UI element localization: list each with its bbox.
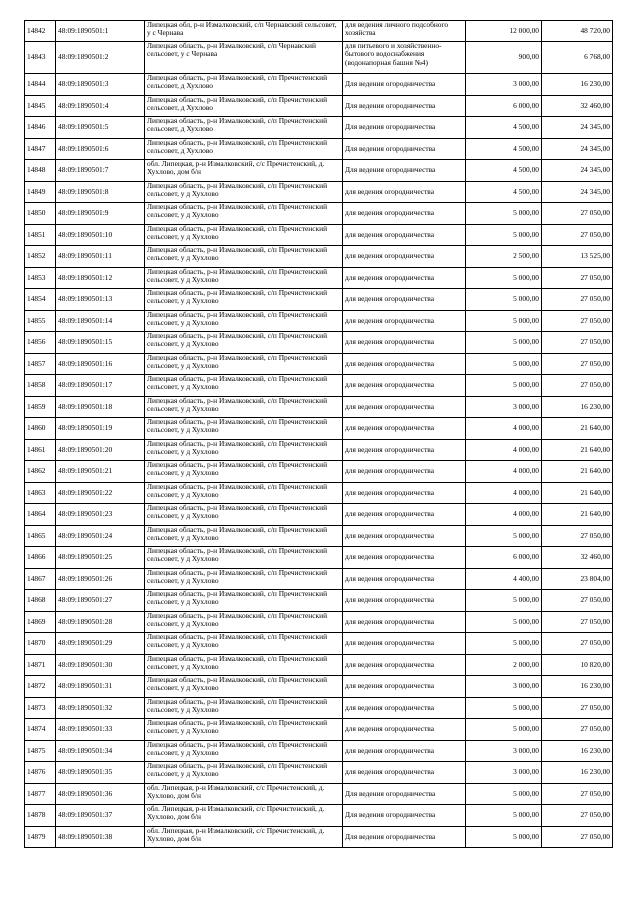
- land-use-cell: для ведения огородничества: [343, 332, 466, 354]
- table-row: [25, 568, 613, 590]
- land-use-cell: для ведения огородничества: [343, 633, 466, 655]
- cadastral-value-cell: 27 050,00: [542, 783, 613, 805]
- area-cell: 4 400,00: [466, 568, 542, 590]
- address-cell: Липецкая область, р-н Измалковский, с/п Пречистенский сельсовет, у д Хухлово: [145, 246, 343, 268]
- cadastral-value-cell: 32 460,00: [542, 547, 613, 569]
- address-cell: Липецкая область, р-н Измалковский, с/п Пречистенский сельсовет, у д Хухлово: [145, 439, 343, 461]
- cadastral-number: 48:09:1890501:14: [56, 310, 145, 332]
- land-use-cell: для ведения огородничества: [343, 353, 466, 375]
- land-use-cell: для ведения огородничества: [343, 568, 466, 590]
- cadastral-value-cell: 21 640,00: [542, 461, 613, 483]
- table-row: [25, 654, 613, 676]
- cadastral-value-cell: 6 768,00: [542, 42, 613, 74]
- address-cell: Липецкая область, р-н Измалковский, с/п Пречистенский сельсовет, д Хухлово: [145, 138, 343, 160]
- cadastral-number: 48:09:1890501:21: [56, 461, 145, 483]
- land-use-cell: для ведения огородничества: [343, 611, 466, 633]
- table-row: [25, 805, 613, 827]
- table-row: [25, 117, 613, 139]
- area-cell: 3 000,00: [466, 762, 542, 784]
- cadastral-value-cell: 21 640,00: [542, 418, 613, 440]
- table-row: [25, 525, 613, 547]
- cadastral-value-cell: 27 050,00: [542, 826, 613, 848]
- cadastral-number: 48:09:1890501:12: [56, 267, 145, 289]
- land-use-cell: для ведения огородничества: [343, 740, 466, 762]
- area-cell: 5 000,00: [466, 332, 542, 354]
- cadastral-number: 48:09:1890501:5: [56, 117, 145, 139]
- table-row: [25, 590, 613, 612]
- address-cell: обл. Липецкая, р-н Измалковский, с/с Пречистенский, д. Хухлово, дом б/н: [145, 826, 343, 848]
- cadastral-number: 48:09:1890501:18: [56, 396, 145, 418]
- area-cell: 3 000,00: [466, 396, 542, 418]
- row-number: 14861: [25, 439, 56, 461]
- row-number: 14865: [25, 525, 56, 547]
- address-cell: Липецкая область, р-н Измалковский, с/п Пречистенский сельсовет, у д Хухлово: [145, 224, 343, 246]
- cadastral-number: 48:09:1890501:38: [56, 826, 145, 848]
- cadastral-number: 48:09:1890501:28: [56, 611, 145, 633]
- table-row: [25, 21, 613, 42]
- land-use-cell: для питьевого и хозяйственно-бытового водоснабжения (водонапорная башня №4): [343, 42, 466, 74]
- row-number: 14866: [25, 547, 56, 569]
- cadastral-number: 48:09:1890501:29: [56, 633, 145, 655]
- table-row: [25, 246, 613, 268]
- row-number: 14852: [25, 246, 56, 268]
- area-cell: 5 000,00: [466, 203, 542, 225]
- land-use-cell: Для ведения огородничества: [343, 160, 466, 182]
- cadastral-value-cell: 24 345,00: [542, 117, 613, 139]
- cadastral-number: 48:09:1890501:35: [56, 762, 145, 784]
- address-cell: Липецкая область, р-н Измалковский, с/п Пречистенский сельсовет, у д Хухлово: [145, 654, 343, 676]
- table-row: [25, 826, 613, 848]
- row-number: 14859: [25, 396, 56, 418]
- cadastral-number: 48:09:1890501:30: [56, 654, 145, 676]
- cadastral-number: 48:09:1890501:36: [56, 783, 145, 805]
- cadastral-number: 48:09:1890501:20: [56, 439, 145, 461]
- area-cell: 5 000,00: [466, 267, 542, 289]
- address-cell: Липецкая область, р-н Измалковский, с/п Пречистенский сельсовет, у д Хухлово: [145, 568, 343, 590]
- area-cell: 5 000,00: [466, 310, 542, 332]
- cadastral-value-cell: 27 050,00: [542, 697, 613, 719]
- land-use-cell: для ведения огородничества: [343, 439, 466, 461]
- cadastral-value-cell: 27 050,00: [542, 203, 613, 225]
- cadastral-value-cell: 16 230,00: [542, 396, 613, 418]
- table-row: [25, 138, 613, 160]
- land-use-cell: для ведения огородничества: [343, 181, 466, 203]
- row-number: 14854: [25, 289, 56, 311]
- table-row: [25, 461, 613, 483]
- area-cell: 4 000,00: [466, 482, 542, 504]
- table-row: [25, 740, 613, 762]
- row-number: 14860: [25, 418, 56, 440]
- row-number: 14853: [25, 267, 56, 289]
- land-use-cell: Для ведения огородничества: [343, 805, 466, 827]
- address-cell: Липецкая обл, р-н Измалковский, с/п Чернавский сельсовет, у с Чернава: [145, 21, 343, 42]
- cadastral-value-cell: 32 460,00: [542, 95, 613, 117]
- area-cell: 5 000,00: [466, 590, 542, 612]
- row-number: 14879: [25, 826, 56, 848]
- table-row: [25, 181, 613, 203]
- area-cell: 4 000,00: [466, 439, 542, 461]
- area-cell: 5 000,00: [466, 525, 542, 547]
- land-use-cell: Для ведения огородничества: [343, 95, 466, 117]
- row-number: 14871: [25, 654, 56, 676]
- address-cell: Липецкая область, р-н Измалковский, с/п Пречистенский сельсовет, у д Хухлово: [145, 353, 343, 375]
- address-cell: Липецкая область, р-н Измалковский, с/п Пречистенский сельсовет, у д Хухлово: [145, 203, 343, 225]
- cadastral-number: 48:09:1890501:4: [56, 95, 145, 117]
- area-cell: 5 000,00: [466, 805, 542, 827]
- cadastral-value-cell: 27 050,00: [542, 332, 613, 354]
- area-cell: 4 500,00: [466, 117, 542, 139]
- cadastral-number: 48:09:1890501:27: [56, 590, 145, 612]
- table-row: [25, 267, 613, 289]
- address-cell: Липецкая область, р-н Измалковский, с/п Чернавский сельсовет, у с Чернава: [145, 42, 343, 74]
- row-number: 14847: [25, 138, 56, 160]
- area-cell: 2 000,00: [466, 654, 542, 676]
- row-number: 14873: [25, 697, 56, 719]
- cadastral-number: 48:09:1890501:13: [56, 289, 145, 311]
- row-number: 14846: [25, 117, 56, 139]
- cadastral-number: 48:09:1890501:19: [56, 418, 145, 440]
- row-number: 14867: [25, 568, 56, 590]
- cadastral-value-cell: 27 050,00: [542, 224, 613, 246]
- area-cell: 5 000,00: [466, 224, 542, 246]
- address-cell: Липецкая область, р-н Измалковский, с/п Пречистенский сельсовет, у д Хухлово: [145, 289, 343, 311]
- address-cell: Липецкая область, р-н Измалковский, с/п Пречистенский сельсовет, у д Хухлово: [145, 547, 343, 569]
- land-use-cell: Для ведения огородничества: [343, 138, 466, 160]
- land-use-cell: для ведения личного подсобного хозяйства: [343, 21, 466, 42]
- cadastral-number: 48:09:1890501:7: [56, 160, 145, 182]
- address-cell: Липецкая область, р-н Измалковский, с/п Пречистенский сельсовет, у д Хухлово: [145, 633, 343, 655]
- address-cell: обл. Липецкая, р-н Измалковский, с/с Пречистенский, д. Хухлово, дом б/н: [145, 805, 343, 827]
- cadastral-value-cell: 27 050,00: [542, 611, 613, 633]
- row-number: 14874: [25, 719, 56, 741]
- address-cell: Липецкая область, р-н Измалковский, с/п Пречистенский сельсовет, у д Хухлово: [145, 332, 343, 354]
- table-row: [25, 547, 613, 569]
- cadastral-value-cell: 27 050,00: [542, 633, 613, 655]
- land-registry-table: [24, 20, 613, 848]
- area-cell: 3 000,00: [466, 676, 542, 698]
- table-row: [25, 310, 613, 332]
- cadastral-number: 48:09:1890501:25: [56, 547, 145, 569]
- address-cell: Липецкая область, р-н Измалковский, с/п Пречистенский сельсовет, у д Хухлово: [145, 461, 343, 483]
- land-use-cell: для ведения огородничества: [343, 267, 466, 289]
- land-use-cell: для ведения огородничества: [343, 482, 466, 504]
- row-number: 14869: [25, 611, 56, 633]
- row-number: 14842: [25, 21, 56, 42]
- area-cell: 6 000,00: [466, 95, 542, 117]
- area-cell: 5 000,00: [466, 697, 542, 719]
- address-cell: обл. Липецкая, р-н Измалковский, с/с Пречистенский, д. Хухлово, дом б/н: [145, 783, 343, 805]
- row-number: 14856: [25, 332, 56, 354]
- cadastral-value-cell: 24 345,00: [542, 160, 613, 182]
- land-use-cell: для ведения огородничества: [343, 676, 466, 698]
- address-cell: Липецкая область, р-н Измалковский, с/п Пречистенский сельсовет, у д Хухлово: [145, 740, 343, 762]
- cadastral-value-cell: 21 640,00: [542, 482, 613, 504]
- land-use-cell: для ведения огородничества: [343, 697, 466, 719]
- address-cell: Липецкая область, р-н Измалковский, с/п Пречистенский сельсовет, д Хухлово: [145, 117, 343, 139]
- table-row: [25, 762, 613, 784]
- address-cell: Липецкая область, р-н Измалковский, с/п Пречистенский сельсовет, у д Хухлово: [145, 396, 343, 418]
- area-cell: 5 000,00: [466, 353, 542, 375]
- address-cell: Липецкая область, р-н Измалковский, с/п Пречистенский сельсовет, у д Хухлово: [145, 375, 343, 397]
- cadastral-value-cell: 27 050,00: [542, 375, 613, 397]
- table-row: [25, 95, 613, 117]
- area-cell: 5 000,00: [466, 719, 542, 741]
- address-cell: обл. Липецкая, р-н Измалковский, с/с Пречистенский, д. Хухлово, дом б/н: [145, 160, 343, 182]
- land-use-cell: для ведения огородничества: [343, 504, 466, 526]
- cadastral-number: 48:09:1890501:10: [56, 224, 145, 246]
- row-number: 14876: [25, 762, 56, 784]
- cadastral-value-cell: 16 230,00: [542, 676, 613, 698]
- row-number: 14872: [25, 676, 56, 698]
- cadastral-value-cell: 16 230,00: [542, 740, 613, 762]
- address-cell: Липецкая область, р-н Измалковский, с/п Пречистенский сельсовет, у д Хухлово: [145, 611, 343, 633]
- land-use-cell: для ведения огородничества: [343, 375, 466, 397]
- address-cell: Липецкая область, р-н Измалковский, с/п Пречистенский сельсовет, у д Хухлово: [145, 762, 343, 784]
- row-number: 14844: [25, 74, 56, 96]
- table-row: [25, 289, 613, 311]
- cadastral-number: 48:09:1890501:24: [56, 525, 145, 547]
- table-row: [25, 633, 613, 655]
- land-use-cell: для ведения огородничества: [343, 246, 466, 268]
- area-cell: 4 000,00: [466, 461, 542, 483]
- address-cell: Липецкая область, р-н Измалковский, с/п Пречистенский сельсовет, у д Хухлово: [145, 482, 343, 504]
- area-cell: 4 500,00: [466, 181, 542, 203]
- cadastral-value-cell: 27 050,00: [542, 353, 613, 375]
- cadastral-number: 48:09:1890501:16: [56, 353, 145, 375]
- address-cell: Липецкая область, р-н Измалковский, с/п Пречистенский сельсовет, у д Хухлово: [145, 697, 343, 719]
- cadastral-value-cell: 27 050,00: [542, 289, 613, 311]
- address-cell: Липецкая область, р-н Измалковский, с/п Пречистенский сельсовет, у д Хухлово: [145, 181, 343, 203]
- cadastral-number: 48:09:1890501:15: [56, 332, 145, 354]
- land-use-cell: Для ведения огородничества: [343, 783, 466, 805]
- cadastral-value-cell: 27 050,00: [542, 525, 613, 547]
- table-row: [25, 697, 613, 719]
- table-row: [25, 160, 613, 182]
- cadastral-value-cell: 27 050,00: [542, 590, 613, 612]
- table-row: [25, 482, 613, 504]
- table-row: [25, 375, 613, 397]
- cadastral-value-cell: 13 525,00: [542, 246, 613, 268]
- land-use-cell: для ведения огородничества: [343, 224, 466, 246]
- cadastral-value-cell: 24 345,00: [542, 138, 613, 160]
- table-row: [25, 332, 613, 354]
- table-row: [25, 504, 613, 526]
- land-use-cell: Для ведения огородничества: [343, 826, 466, 848]
- row-number: 14870: [25, 633, 56, 655]
- area-cell: 4 000,00: [466, 504, 542, 526]
- land-use-cell: для ведения огородничества: [343, 525, 466, 547]
- cadastral-number: 48:09:1890501:2: [56, 42, 145, 74]
- address-cell: Липецкая область, р-н Измалковский, с/п Пречистенский сельсовет, у д Хухлово: [145, 676, 343, 698]
- land-use-cell: для ведения огородничества: [343, 203, 466, 225]
- cadastral-number: 48:09:1890501:3: [56, 74, 145, 96]
- table-row: [25, 353, 613, 375]
- land-use-cell: для ведения огородничества: [343, 547, 466, 569]
- address-cell: Липецкая область, р-н Измалковский, с/п Пречистенский сельсовет, у д Хухлово: [145, 504, 343, 526]
- cadastral-number: 48:09:1890501:37: [56, 805, 145, 827]
- table-row: [25, 224, 613, 246]
- area-cell: 3 000,00: [466, 740, 542, 762]
- cadastral-value-cell: 48 720,00: [542, 21, 613, 42]
- cadastral-value-cell: 24 345,00: [542, 181, 613, 203]
- row-number: 14864: [25, 504, 56, 526]
- row-number: 14862: [25, 461, 56, 483]
- area-cell: 5 000,00: [466, 289, 542, 311]
- row-number: 14849: [25, 181, 56, 203]
- address-cell: Липецкая область, р-н Измалковский, с/п Пречистенский сельсовет, у д Хухлово: [145, 719, 343, 741]
- area-cell: 4 500,00: [466, 160, 542, 182]
- row-number: 14857: [25, 353, 56, 375]
- table-row: [25, 418, 613, 440]
- cadastral-number: 48:09:1890501:1: [56, 21, 145, 42]
- address-cell: Липецкая область, р-н Измалковский, с/п Пречистенский сельсовет, у д Хухлово: [145, 310, 343, 332]
- address-cell: Липецкая область, р-н Измалковский, с/п Пречистенский сельсовет, у д Хухлово: [145, 418, 343, 440]
- cadastral-value-cell: 16 230,00: [542, 74, 613, 96]
- area-cell: 5 000,00: [466, 826, 542, 848]
- area-cell: 6 000,00: [466, 547, 542, 569]
- land-use-cell: для ведения огородничества: [343, 762, 466, 784]
- cadastral-value-cell: 21 640,00: [542, 504, 613, 526]
- address-cell: Липецкая область, р-н Измалковский, с/п Пречистенский сельсовет, у д Хухлово: [145, 525, 343, 547]
- area-cell: 4 000,00: [466, 418, 542, 440]
- area-cell: 900,00: [466, 42, 542, 74]
- cadastral-value-cell: 27 050,00: [542, 267, 613, 289]
- table-row: [25, 42, 613, 74]
- table-row: [25, 676, 613, 698]
- cadastral-value-cell: 23 804,00: [542, 568, 613, 590]
- cadastral-value-cell: 27 050,00: [542, 310, 613, 332]
- land-use-cell: для ведения огородничества: [343, 719, 466, 741]
- cadastral-number: 48:09:1890501:11: [56, 246, 145, 268]
- row-number: 14843: [25, 42, 56, 74]
- cadastral-number: 48:09:1890501:32: [56, 697, 145, 719]
- cadastral-value-cell: 16 230,00: [542, 762, 613, 784]
- area-cell: 4 500,00: [466, 138, 542, 160]
- cadastral-number: 48:09:1890501:26: [56, 568, 145, 590]
- land-use-cell: для ведения огородничества: [343, 310, 466, 332]
- address-cell: Липецкая область, р-н Измалковский, с/п Пречистенский сельсовет, д Хухлово: [145, 74, 343, 96]
- cadastral-number: 48:09:1890501:22: [56, 482, 145, 504]
- cadastral-number: 48:09:1890501:34: [56, 740, 145, 762]
- row-number: 14863: [25, 482, 56, 504]
- cadastral-number: 48:09:1890501:8: [56, 181, 145, 203]
- area-cell: 12 000,00: [466, 21, 542, 42]
- land-use-cell: для ведения огородничества: [343, 289, 466, 311]
- table-row: [25, 74, 613, 96]
- area-cell: 2 500,00: [466, 246, 542, 268]
- row-number: 14875: [25, 740, 56, 762]
- row-number: 14850: [25, 203, 56, 225]
- table-row: [25, 439, 613, 461]
- table-row: [25, 396, 613, 418]
- area-cell: 3 000,00: [466, 74, 542, 96]
- table-row: [25, 203, 613, 225]
- land-use-cell: для ведения огородничества: [343, 654, 466, 676]
- row-number: 14877: [25, 783, 56, 805]
- address-cell: Липецкая область, р-н Измалковский, с/п Пречистенский сельсовет, у д Хухлово: [145, 590, 343, 612]
- land-use-cell: для ведения огородничества: [343, 461, 466, 483]
- cadastral-number: 48:09:1890501:17: [56, 375, 145, 397]
- row-number: 14858: [25, 375, 56, 397]
- table-body: [25, 21, 613, 848]
- row-number: 14868: [25, 590, 56, 612]
- row-number: 14851: [25, 224, 56, 246]
- land-use-cell: Для ведения огородничества: [343, 74, 466, 96]
- area-cell: 5 000,00: [466, 375, 542, 397]
- table-row: [25, 783, 613, 805]
- cadastral-value-cell: 10 820,00: [542, 654, 613, 676]
- row-number: 14848: [25, 160, 56, 182]
- row-number: 14845: [25, 95, 56, 117]
- cadastral-number: 48:09:1890501:33: [56, 719, 145, 741]
- address-cell: Липецкая область, р-н Измалковский, с/п Пречистенский сельсовет, у д Хухлово: [145, 267, 343, 289]
- area-cell: 5 000,00: [466, 633, 542, 655]
- table-row: [25, 611, 613, 633]
- land-use-cell: для ведения огородничества: [343, 418, 466, 440]
- land-use-cell: Для ведения огородничества: [343, 117, 466, 139]
- cadastral-value-cell: 27 050,00: [542, 805, 613, 827]
- land-use-cell: для ведения огородничества: [343, 396, 466, 418]
- cadastral-value-cell: 27 050,00: [542, 719, 613, 741]
- row-number: 14878: [25, 805, 56, 827]
- land-use-cell: для ведения огородничества: [343, 590, 466, 612]
- table-row: [25, 719, 613, 741]
- area-cell: 5 000,00: [466, 611, 542, 633]
- cadastral-number: 48:09:1890501:9: [56, 203, 145, 225]
- cadastral-number: 48:09:1890501:31: [56, 676, 145, 698]
- address-cell: Липецкая область, р-н Измалковский, с/п Пречистенский сельсовет, д Хухлово: [145, 95, 343, 117]
- cadastral-number: 48:09:1890501:6: [56, 138, 145, 160]
- area-cell: 5 000,00: [466, 783, 542, 805]
- row-number: 14855: [25, 310, 56, 332]
- cadastral-value-cell: 21 640,00: [542, 439, 613, 461]
- cadastral-number: 48:09:1890501:23: [56, 504, 145, 526]
